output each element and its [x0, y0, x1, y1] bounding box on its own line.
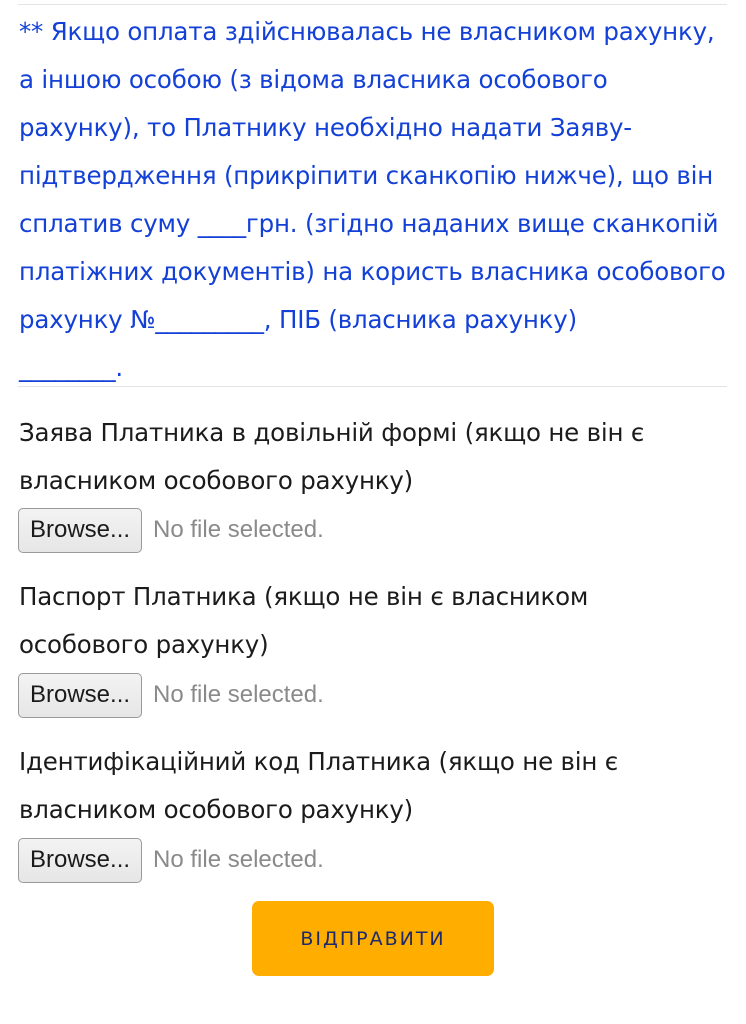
payer-tax-id-file-input [18, 837, 324, 883]
payer-tax-id-label [19, 738, 727, 834]
browse-button[interactable]: Browse... [18, 673, 142, 718]
file-status: No file selected. [153, 846, 324, 873]
note-line: сплатив суму ____грн. (згідно наданих вище сканкопій [19, 209, 719, 238]
note-line: платіжних документів) на користь власника особового [19, 257, 726, 286]
field-label-line: Ідентифікаційний код Платника (якщо не він є [19, 747, 619, 776]
field-label-line: Паспорт Платника (якщо не він є власником [19, 582, 589, 611]
note-line: ** Якщо оплата здійснювалась не власником рахунку, [19, 17, 715, 46]
note-line: рахунку), то Платнику необхідно надати Заяву- [19, 113, 632, 142]
payer-note [19, 8, 727, 392]
field-label-line: особового рахунку) [19, 630, 269, 659]
field-label-line: Заява Платника в довільній формі (якщо не він є [19, 418, 645, 447]
payer-statement-file-input [18, 507, 324, 553]
note-divider [18, 386, 727, 387]
payer-passport-label [19, 573, 727, 669]
file-status: No file selected. [153, 681, 324, 708]
field-label-line: власником особового рахунку) [19, 466, 414, 495]
payer-passport-file-input [18, 672, 324, 718]
note-line: підтвердження (прикріпити сканкопію нижче), що він [19, 161, 714, 190]
browse-button[interactable]: Browse... [18, 508, 142, 553]
browse-button[interactable]: Browse... [18, 838, 142, 883]
note-line: рахунку №_________, ПІБ (власника рахунку) [19, 305, 577, 334]
field-label-line: власником особового рахунку) [19, 795, 414, 824]
submit-button[interactable]: ВІДПРАВИТИ [252, 901, 494, 976]
note-line: а іншою особою (з відома власника особового [19, 65, 608, 94]
file-status: No file selected. [153, 516, 324, 543]
note-line: ________. [19, 353, 123, 382]
top-divider [18, 4, 727, 5]
payer-statement-label [19, 409, 727, 505]
